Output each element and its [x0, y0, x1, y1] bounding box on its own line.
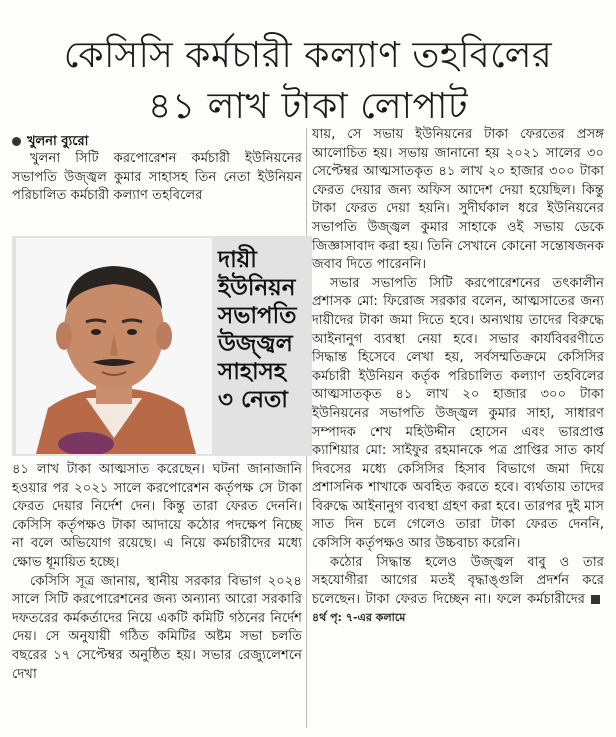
paragraph-text: কঠোর সিদ্ধান্ত হলেও উজ্জ্বল বাবু ও তার সহযোগীরা আগের মতই বৃদ্ধাঙ্গুলি প্রদর্শন করে চলেছেন। টাকা ফেরত দিচ্ছেন না। ফলে কর্মচারীদের — [312, 554, 604, 607]
headline-line-1: কেসিসি কর্মচারী কল্যাণ তহবিলের — [63, 35, 553, 77]
caption-line: সাহাসহ — [218, 359, 286, 385]
headline-line-2: ৪১ লাখ টাকা লোপাট — [148, 86, 468, 128]
paragraph: যায়, সে সভায় ইউনিয়নের টাকা ফেরতের প্রসঙ্গ আলোচিত হয়। সভায় জানানো হয় ২০২১ সালের ৩০ সেপ্টেম্বর আত্মসাতকৃত ৪১ লাখ ২০ হাজার ৩০০ টাকা ফেরত দেয়ার জন্য অফিস আদেশ দেয়া হয়েছিল। কিন্তু টাকা ফেরত দেয়া হয়নি। সুদীর্ঘকাল ধরে ইউনিয়নের সভাপতি উজ্জ্বল কুমার সাহাকে ওই সভায় ডেকে জিজ্ঞাসাবাদ করা হয়। তিনি সেখানে কোনো সন্তোষজনক জবাব দিতে পারেননি। — [312, 127, 604, 273]
paragraph: সভার সভাপতি সিটি করপোরেশনের তৎকালীন প্রশাসক মো: ফিরোজ সরকার বলেন, আত্মসাতের জন্য দায়ীদের টাকা জমা দিতে হবে। অন্যথায় তাদের বিরুদ্ধে আইনানুগ ব্যবস্থা নেয়া হবে। সভার কার্যবিবরণীতে সিদ্ধান্ত হিসেবে লেখা হয়, সর্বসম্মতিক্রমে কেসিসির কর্মচারী ইউনিয়ন কর্তৃক পরিচালিত কল্যাণ তহবিলের আত্মসাতকৃত ৪১ লাখ ২০ হাজার ৩০০ টাকা ইউনিয়নের সভাপতি উজ্জ্বল কুমার সাহা, সাধারণ সম্পাদক শেখ মহিউদ্দীন হোসেন এবং ভারপ্রাপ্ত ক্যাশিয়ার মো: সাইফুর রহমানকে পত্র প্রাপ্তির সাত কার্য দিবসের মধ্যে কেসিসির হিসাব বিভাগে জমা দিয়ে প্রশাসনিক শাখাকে অবহিত করতে হবে। ব্যর্থতায় তাদের বিরুদ্ধে আইনানুগ ব্যবস্থা গ্রহণ করা হবে। তারপর দুই মাস সাত দিন চলে গেলেও তারা টাকা ফেরত দেননি, কেসিসি কর্তৃপক্ষও আর উচ্চবাচ্য করেনি। — [312, 275, 604, 552]
paragraph: খুলনা সিটি করপোরেশন কর্মচারী ইউনিয়নের সভাপতি উজ্জ্বল কুমার সাহাসহ তিন নেতা ইউনিয়ন পরিচালিত কর্মচারী কল্যাণ তহবিলের — [12, 151, 302, 204]
bullet-icon — [12, 137, 21, 146]
portrait-photo — [16, 238, 212, 454]
caption-line: ইউনিয়ন — [218, 275, 296, 301]
portrait-illustration — [16, 238, 212, 454]
headline — [0, 30, 616, 132]
article-column-left-bottom — [12, 461, 302, 684]
square-icon — [591, 595, 600, 604]
photo-panel — [12, 236, 312, 456]
article-column-right — [312, 126, 604, 628]
caption-line: উজ্জ্বল — [218, 331, 293, 357]
caption-line: সভাপতি — [218, 303, 297, 329]
photo-caption — [218, 246, 312, 414]
paragraph — [312, 554, 604, 628]
caption-line: দায়ী — [218, 247, 257, 273]
article-column-left-top — [12, 150, 302, 206]
paragraph: কেসিসি সূত্র জানায়, স্থানীয় সরকার বিভাগ ২০২৪ সালে সিটি করপোরেশনের জন্য অন্যান্য আরো সরকারি দফতরের কর্মকর্তাদের নিয়ে একটি কমিটি গঠনের নির্দেশ দেয়। সে অনুযায়ী গঠিত কমিটির অষ্টম সভা চলতি বছরের ১৭ সেপ্টেম্বর অনুষ্ঠিত হয়। সভার রেজ্যুলেশনে দেখা — [12, 573, 302, 682]
caption-line: ৩ নেতা — [218, 387, 288, 413]
paragraph: ৪১ লাখ টাকা আত্মসাত করেছেন। ঘটনা জানাজানি হওয়ার পর ২০২১ সালে করপোরেশন কর্তৃপক্ষ সে টাকা ফেরত দেয়ার নির্দেশ দেন। কিন্তু তারা ফেরত দেননি। কেসিসি কর্তৃপক্ষও টাকা আদায়ে কঠোর পদক্ষেপ নিচ্ছে না বলে অভিযোগ রয়েছে। এ নিয়ে কর্মচারীদের মধ্যে ক্ষোভ ধূমায়িত হচ্ছে। — [12, 462, 302, 570]
jump-text: ৪র্থ পৃ: ৭-এর কলামে — [312, 611, 406, 625]
byline-text: খুলনা ব্যুরো — [27, 134, 89, 149]
